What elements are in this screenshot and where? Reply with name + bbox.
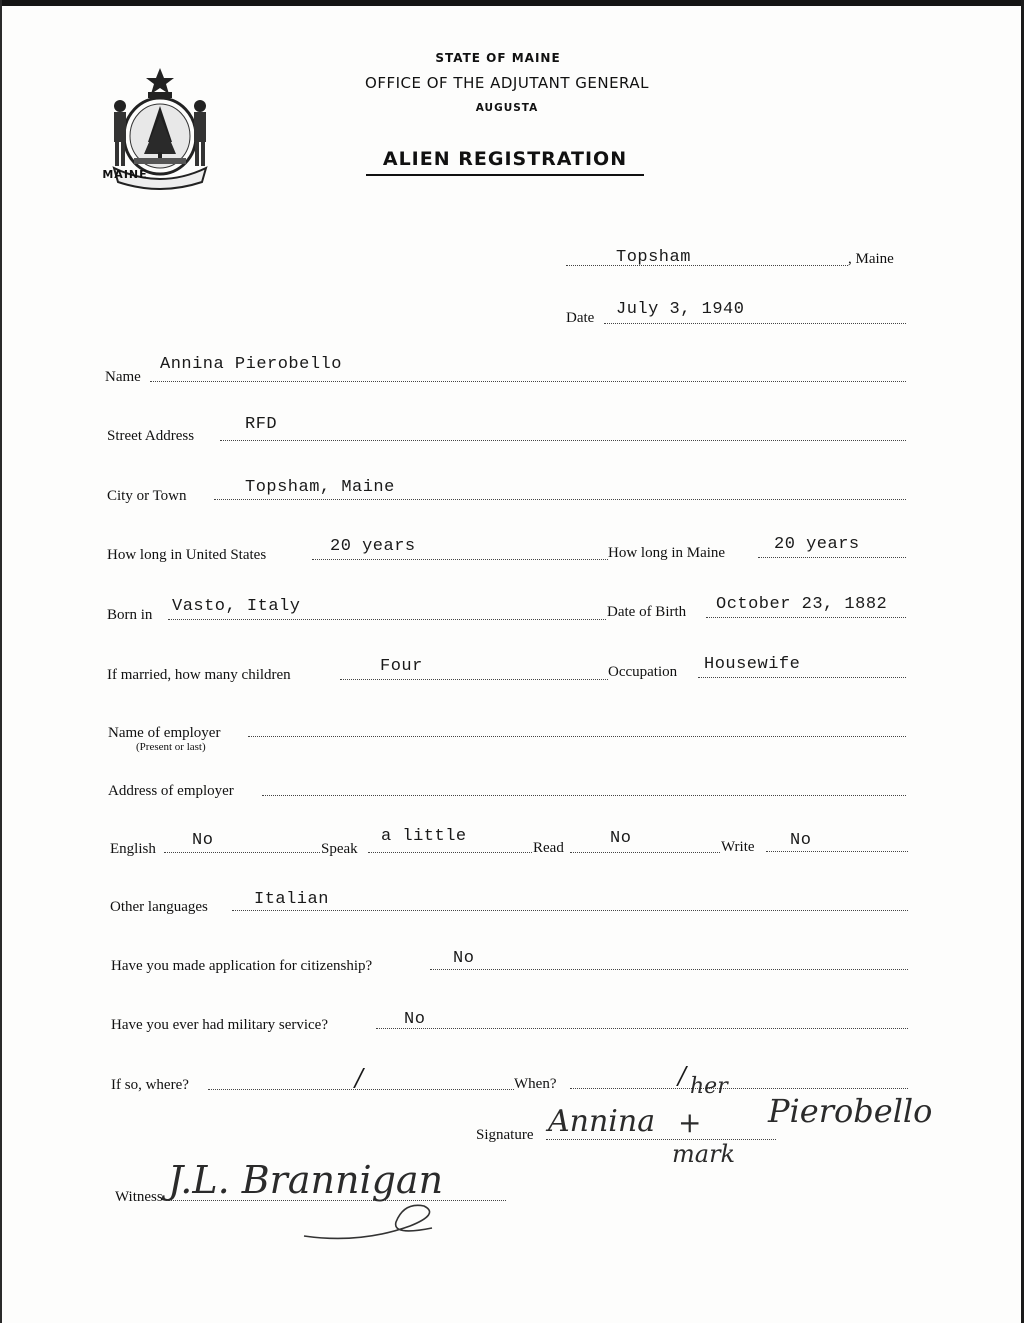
employer-line (248, 736, 906, 737)
street-line (220, 440, 906, 441)
born-line (168, 619, 606, 620)
write-label: Write (721, 839, 755, 855)
city-value: Topsham, Maine (245, 478, 395, 497)
occupation-label: Occupation (608, 664, 678, 680)
employer-sublabel: (Present or last) (136, 741, 206, 753)
military-line (376, 1028, 908, 1029)
date-label: Date (566, 310, 595, 326)
employer-address-line (262, 795, 906, 796)
when-value: / (678, 1062, 687, 1090)
children-line (340, 679, 608, 680)
write-line (766, 851, 908, 852)
write-value: No (790, 831, 812, 850)
scan-edge-top (0, 0, 1024, 6)
place-suffix: , Maine (848, 251, 894, 267)
other-languages-label: Other languages (110, 899, 208, 915)
witness-signature: J.L. Brannigan (168, 1158, 444, 1202)
read-label: Read (533, 840, 564, 856)
other-languages-value: Italian (254, 890, 329, 909)
born-value: Vasto, Italy (172, 597, 301, 616)
registration-form: MAINE STATE OF MAINE OFFICE OF THE ADJUTANT GENERAL AUGUSTA ALIEN REGISTRATION Topsham , Maine Date July 3, 1940 Name Annina Pierobello Street Address RFD City or Town Topsham, Maine How long in United States 20 years How long in Maine 20 years Born in Vasto, Italy Date of Birth October 23, 1882 If married, how many children Four Occupation Housewife Name of employer (Present or last) Address of employer English No Speak a little Read No Write No Other languages Italian Have you made application for citizenship? No Have you ever had military service? No If so, where? / When? / Signature Annina + her mark Pierobello Witness J.L. Brannigan (0, 0, 1024, 1323)
place-value: Topsham (616, 248, 691, 267)
name-line (150, 381, 906, 382)
citizenship-line (430, 969, 908, 970)
signature-last: Pierobello (768, 1092, 933, 1130)
military-label: Have you ever had military service? (111, 1017, 328, 1033)
signature-label: Signature (476, 1127, 534, 1143)
date-line (604, 323, 906, 324)
title-underline (366, 174, 644, 176)
city-line (214, 499, 906, 500)
maine-years-value: 20 years (774, 535, 860, 554)
signature-first: Annina (548, 1104, 656, 1139)
english-line (164, 852, 320, 853)
place-line (566, 265, 848, 266)
us-years-value: 20 years (330, 537, 416, 556)
when-label: When? (514, 1076, 557, 1092)
speak-label: Speak (321, 841, 358, 857)
citizenship-label: Have you made application for citizenship? (111, 958, 373, 974)
speak-value: a little (381, 827, 467, 846)
signature-cross: + (678, 1106, 702, 1139)
when-line (570, 1088, 908, 1089)
occupation-line (698, 677, 906, 678)
maine-years-line (758, 557, 906, 558)
us-years-label: How long in United States (107, 547, 267, 563)
us-years-line (312, 559, 608, 560)
children-value: Four (380, 657, 423, 676)
maine-years-label: How long in Maine (608, 545, 726, 561)
employer-address-label: Address of employer (108, 783, 234, 799)
witness-flourish (300, 1196, 450, 1246)
born-label: Born in (107, 607, 153, 623)
name-label: Name (105, 369, 141, 385)
where-value: / (355, 1064, 364, 1092)
occupation-value: Housewife (704, 655, 801, 674)
read-value: No (610, 829, 632, 848)
scan-edge-left (0, 0, 2, 1323)
signature-line (546, 1139, 776, 1140)
dob-label: Date of Birth (607, 604, 687, 620)
english-label: English (110, 841, 156, 857)
witness-label: Witness (115, 1189, 163, 1205)
speak-line (368, 852, 532, 853)
signature-her: her (690, 1074, 728, 1099)
signature-mark: mark (672, 1140, 736, 1168)
children-label: If married, how many children (107, 667, 291, 683)
read-line (570, 852, 720, 853)
english-value: No (192, 831, 214, 850)
city-label: City or Town (107, 488, 187, 504)
military-value: No (404, 1010, 426, 1029)
other-languages-line (232, 910, 908, 911)
citizenship-value: No (453, 949, 475, 968)
where-label: If so, where? (111, 1077, 189, 1093)
employer-label: Name of employer (108, 725, 221, 741)
street-label: Street Address (107, 428, 195, 444)
dob-value: October 23, 1882 (716, 595, 888, 614)
dob-line (706, 617, 906, 618)
street-value: RFD (245, 415, 278, 434)
date-value: July 3, 1940 (616, 300, 745, 319)
name-value: Annina Pierobello (160, 355, 342, 374)
